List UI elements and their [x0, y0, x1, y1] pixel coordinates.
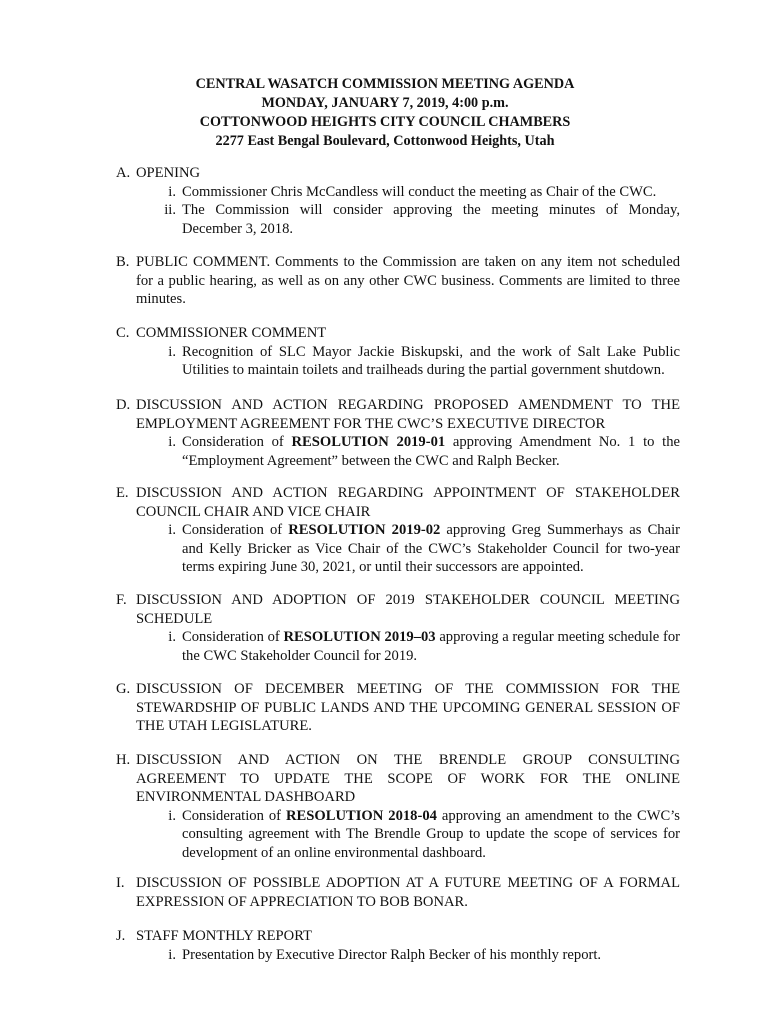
section-letter: E. [116, 485, 129, 501]
section-e [116, 484, 680, 577]
agenda-subitem [136, 521, 680, 577]
subitem-text-pre: Consideration of [182, 522, 289, 538]
subitem-number: i. [168, 343, 176, 360]
subitem-text: Recognition of SLC Mayor Jackie Biskupski, and the work of Salt Lake Public Utilities to maintain toilets and trailheads during the partial government shutdown. [182, 343, 680, 378]
section-i [116, 874, 680, 911]
agenda-subitem [136, 628, 680, 665]
section-letter: J. [116, 928, 126, 944]
section-title: DISCUSSION AND ACTION REGARDING APPOINTMENT OF STAKEHOLDER COUNCIL CHAIR AND VICE CHAIR [136, 485, 680, 520]
resolution-number: RESOLUTION 2019–03 [283, 629, 436, 645]
section-title: DISCUSSION AND ACTION ON THE BRENDLE GROUP CONSULTING AGREEMENT TO UPDATE THE SCOPE OF WORK FOR THE ONLINE ENVIRONMENTAL DASHBOARD [136, 752, 680, 805]
subitem-text-post: approving a regular meeting schedule for the CWC Stakeholder Council for 2019. [182, 629, 680, 664]
subitem-number: i. [168, 629, 176, 645]
subitem-number: ii. [164, 202, 176, 218]
section-letter: G. [116, 681, 131, 697]
agenda-subitem [136, 343, 680, 380]
subitem-text: Commissioner Chris McCandless will conduct the meeting as Chair of the CWC. [182, 183, 657, 200]
subitem-text: Presentation by Executive Director Ralph Becker of his monthly report. [182, 946, 602, 963]
section-title: OPENING [136, 165, 201, 181]
section-title: DISCUSSION AND ADOPTION OF 2019 STAKEHOLDER COUNCIL MEETING SCHEDULE [136, 592, 680, 627]
subitem-text-pre: Consideration of [182, 807, 286, 824]
header-title: CENTRAL WASATCH COMMISSION MEETING AGENDA [195, 76, 575, 92]
header-address: 2277 East Bengal Boulevard, Cottonwood Heights, Utah [215, 133, 555, 149]
resolution-number: RESOLUTION 2018-04 [286, 807, 437, 824]
agenda-subitem [136, 807, 680, 863]
resolution-number: RESOLUTION 2019-01 [291, 434, 446, 450]
section-letter: F. [116, 592, 127, 608]
section-a [116, 164, 680, 238]
agenda-header [0, 75, 770, 151]
agenda-subitem [136, 201, 680, 238]
agenda-subitem [136, 433, 680, 470]
subitem-text-pre: Consideration of [182, 434, 292, 450]
section-g [116, 680, 680, 736]
subitem-number: i. [168, 183, 176, 200]
section-letter: D. [116, 397, 131, 413]
section-title: PUBLIC COMMENT. Comments to the Commission are taken on any item not scheduled for a public hearing, as well as on any other CWC business. Comments are limited to three minutes. [136, 254, 680, 307]
agenda-subitem [136, 946, 680, 965]
subitem-text-pre: Consideration of [182, 629, 284, 645]
section-title: DISCUSSION OF DECEMBER MEETING OF THE COMMISSION FOR THE STEWARDSHIP OF PUBLIC LANDS AND THE UPCOMING GENERAL SESSION OF THE UTAH LEGISLATURE. [136, 681, 680, 734]
section-letter: H. [116, 752, 131, 768]
resolution-number: RESOLUTION 2019-02 [288, 522, 441, 538]
agenda-subitem [136, 183, 680, 202]
section-title: DISCUSSION AND ACTION REGARDING PROPOSED AMENDMENT TO THE EMPLOYMENT AGREEMENT FOR THE CWC’S EXECUTIVE DIRECTOR [136, 397, 680, 432]
header-date: MONDAY, JANUARY 7, 2019, 4:00 p.m. [261, 95, 509, 111]
section-c [116, 324, 680, 380]
subitem-number: i. [168, 522, 176, 538]
subitem-text: The Commission will consider approving the meeting minutes of Monday, December 3, 2018. [182, 202, 680, 237]
subitem-text-post: approving Amendment No. 1 to the “Employment Agreement” between the CWC and Ralph Becker. [182, 434, 680, 469]
section-title: STAFF MONTHLY REPORT [136, 928, 312, 944]
section-letter: B. [116, 254, 130, 270]
section-j [116, 927, 680, 964]
header-venue: COTTONWOOD HEIGHTS CITY COUNCIL CHAMBERS [199, 114, 571, 130]
section-title: COMMISSIONER COMMENT [136, 325, 327, 341]
section-b [116, 253, 680, 309]
subitem-text-post: approving an amendment to the CWC’s consulting agreement with The Brendle Group to update the scope of services for development of an online environmental dashboard. [182, 807, 680, 861]
subitem-number: i. [168, 946, 176, 963]
section-d [116, 396, 680, 470]
section-letter: C. [116, 325, 130, 341]
section-title: DISCUSSION OF POSSIBLE ADOPTION AT A FUTURE MEETING OF A FORMAL EXPRESSION OF APPRECIATION TO BOB BONAR. [136, 875, 680, 910]
section-h [116, 751, 680, 862]
section-f [116, 591, 680, 665]
subitem-text-post: approving Greg Summerhays as Chair and Kelly Bricker as Vice Chair of the CWC’s Stakeholder Council for two-year terms expiring June 30, 2021, or until their successors are appointed. [182, 522, 680, 575]
subitem-number: i. [168, 807, 176, 824]
section-letter: A. [116, 165, 131, 181]
section-letter: I. [116, 875, 125, 891]
subitem-number: i. [168, 434, 176, 450]
